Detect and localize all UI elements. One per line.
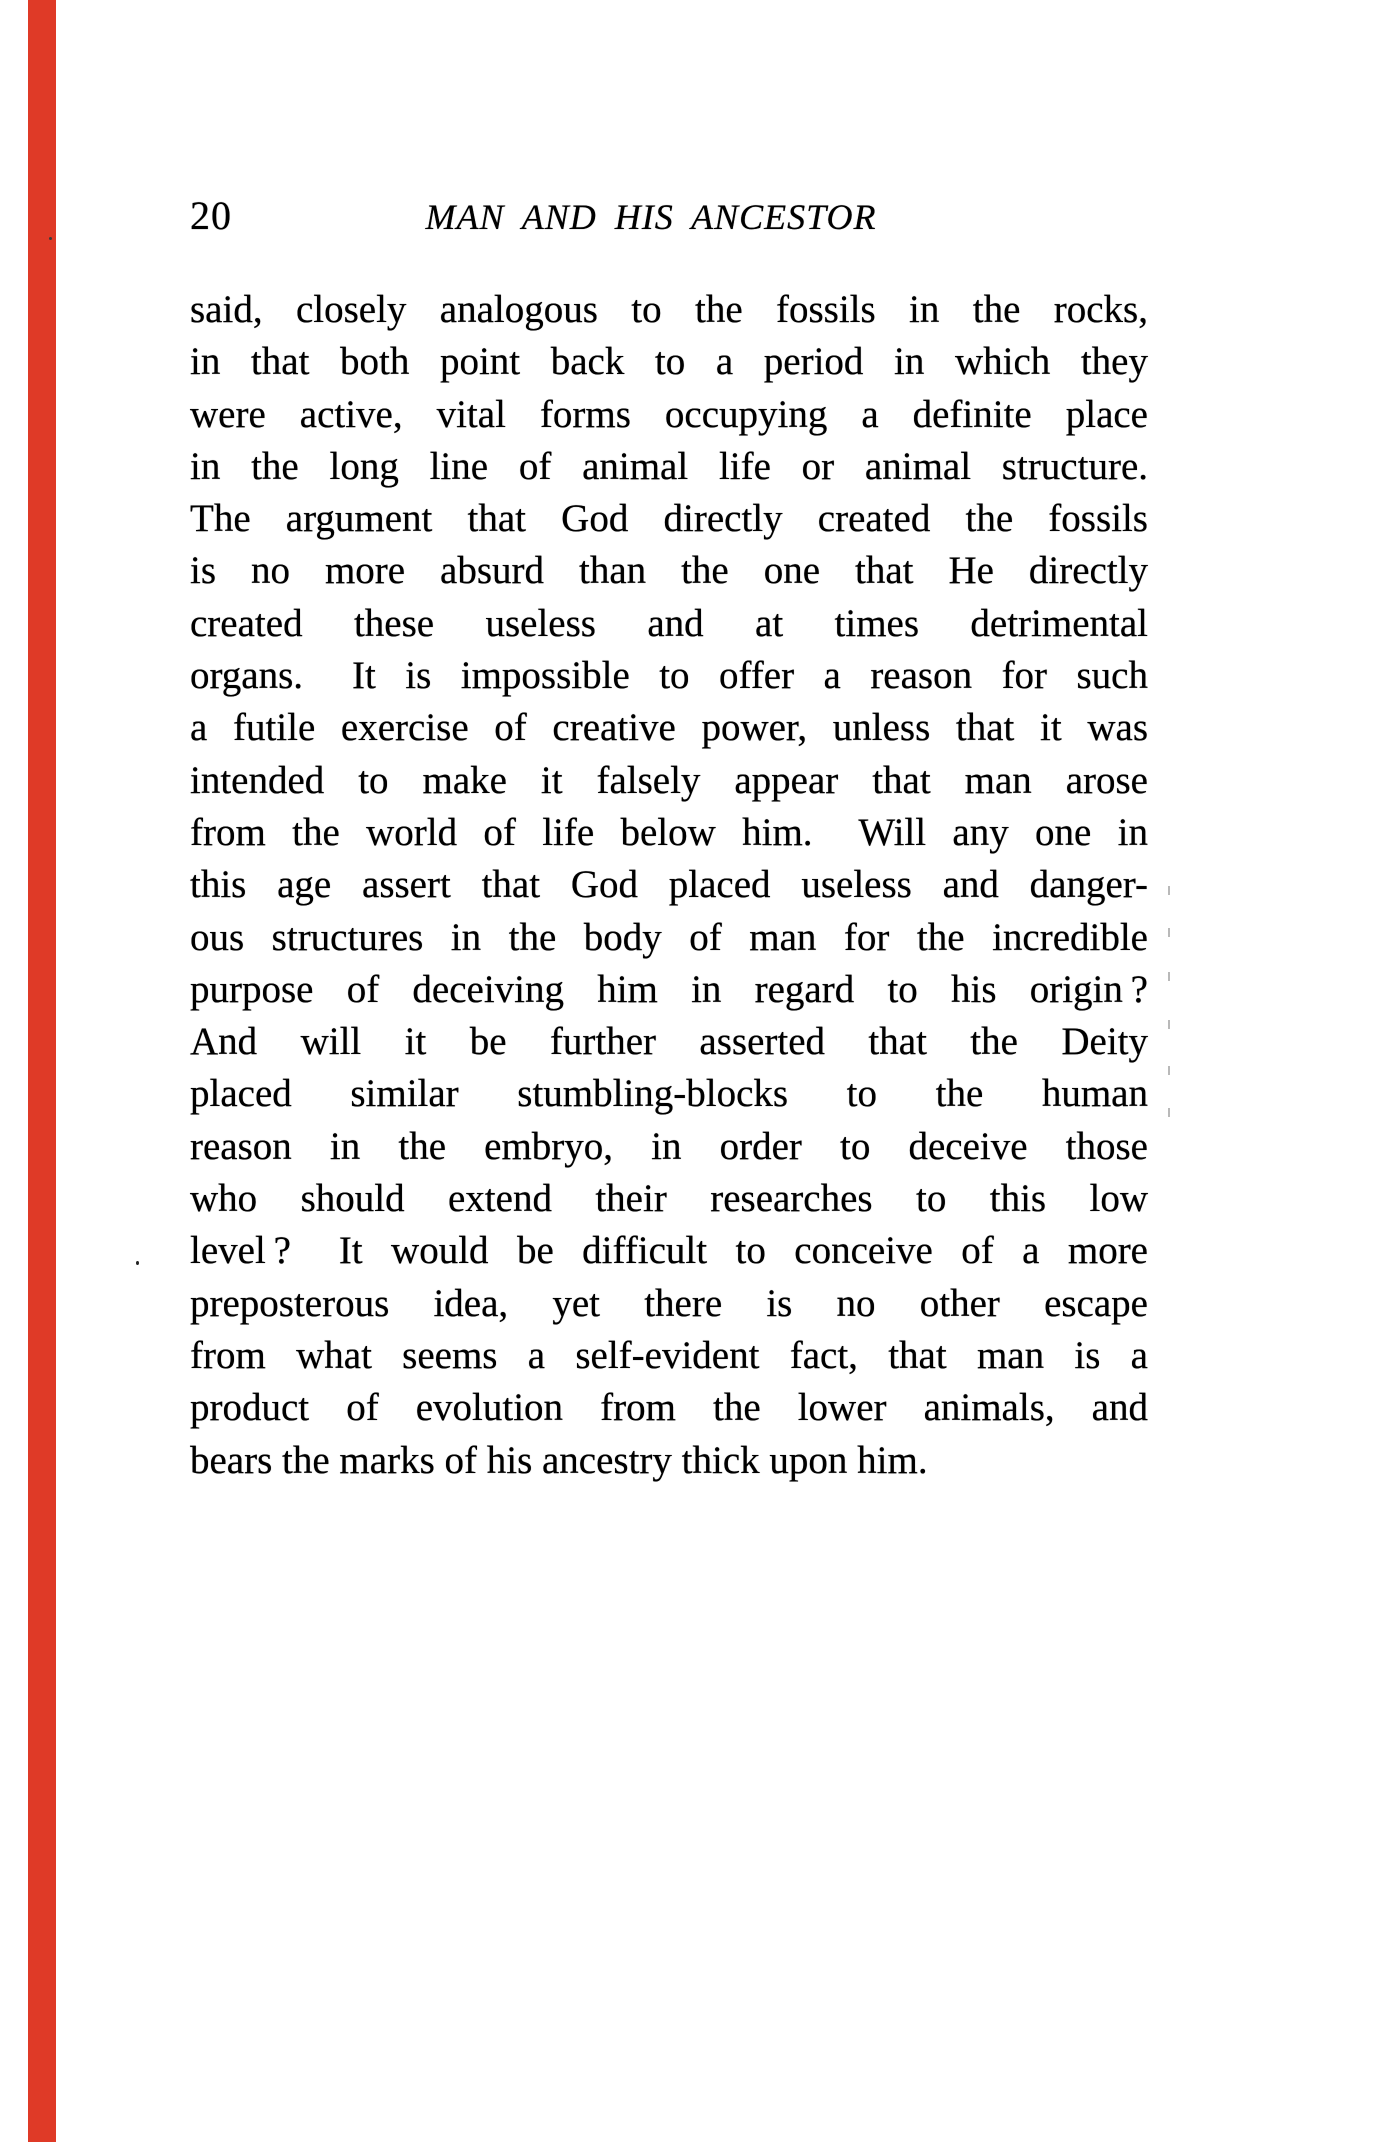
body-line: were active, vital forms occupying a definite place — [190, 392, 1148, 436]
scan-margin-artifact — [1168, 928, 1170, 937]
body-line: this age assert that God placed useless and danger- — [190, 863, 1148, 907]
scan-margin-artifact — [1168, 1020, 1170, 1029]
body-line: reason in the embryo, in order to deceive those — [190, 1124, 1148, 1168]
body-line: purpose of deceiving him in regard to his origin ? — [190, 967, 1148, 1011]
body-line: product of evolution from the lower animals, and — [190, 1386, 1148, 1430]
body-line: preposterous idea, yet there is no other escape — [190, 1281, 1148, 1325]
body-line: organs. It is impossible to offer a reason for such — [190, 654, 1148, 698]
body-line: from what seems a self-evident fact, that man is a — [190, 1333, 1148, 1377]
body-line: created these useless and at times detrimental — [190, 601, 1148, 645]
body-line: intended to make it falsely appear that man arose — [190, 758, 1148, 802]
scan-margin-artifact — [1168, 886, 1170, 895]
running-header-title: MAN AND HIS ANCESTOR — [425, 197, 877, 237]
scan-margin-artifact — [1168, 972, 1170, 981]
body-line: in that both point back to a period in which they — [190, 340, 1148, 384]
body-line: is no more absurd than the one that He directly — [190, 549, 1148, 593]
body-line: in the long line of animal life or animal structure. — [190, 444, 1148, 488]
scan-speck — [136, 1261, 139, 1265]
scan-speck — [49, 237, 52, 240]
body-paragraph — [190, 284, 1148, 1487]
scan-margin-artifact — [1168, 1066, 1170, 1075]
body-line: placed similar stumbling-blocks to the human — [190, 1072, 1148, 1116]
body-line: bears the marks of his ancestry thick upon him. — [190, 1438, 928, 1482]
body-line: ous structures in the body of man for the incredible — [190, 915, 1148, 959]
body-line: And will it be further asserted that the Deity — [190, 1020, 1148, 1064]
body-line: from the world of life below him. Will any one in — [190, 810, 1148, 854]
body-line: who should extend their researches to this low — [190, 1177, 1148, 1221]
scan-margin-artifact — [1168, 1108, 1170, 1117]
body-line: a futile exercise of creative power, unless that it was — [190, 706, 1148, 750]
body-line: said, closely analogous to the fossils in the rocks, — [190, 288, 1148, 331]
page-number: 20 — [190, 193, 232, 238]
body-line: The argument that God directly created the fossils — [190, 497, 1148, 541]
scan-red-edge-strip — [28, 0, 56, 2142]
body-line: level ? It would be difficult to conceive of a more — [190, 1229, 1148, 1273]
